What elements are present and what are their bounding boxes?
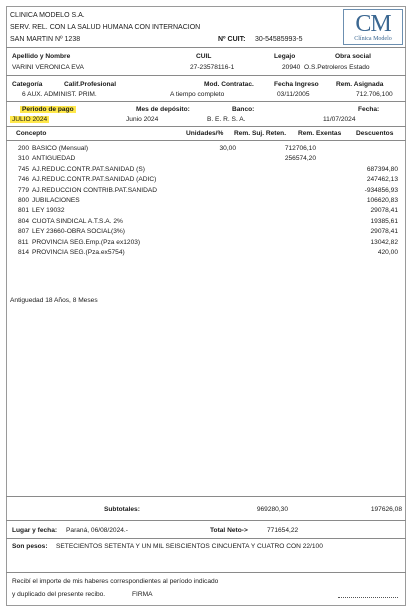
table-row [0, 155, 412, 164]
ingreso-value: 03/11/2005 [277, 91, 310, 98]
company-logo [343, 9, 403, 45]
employee-name: VARINI VERONICA EVA [12, 64, 84, 71]
ingreso-label: Fecha Ingreso [274, 81, 319, 88]
concept-code: 804 [18, 217, 30, 225]
subtotal-rem: 969280,30 [256, 506, 288, 513]
concept-discount: 29078,41 [370, 207, 398, 215]
cuit-value: 30-54585993-5 [255, 36, 303, 43]
divider [6, 140, 406, 141]
concept-code: 200 [18, 145, 30, 152]
cuil-label: CUIL [196, 53, 212, 60]
company-address: SAN MARTIN Nº 1238 [10, 36, 81, 43]
calif-label: Calif.Profesional [64, 81, 117, 88]
legajo-label: Legajo [274, 53, 296, 60]
divider [6, 75, 406, 76]
divider [6, 101, 406, 102]
concept-desc: PROVINCIA SEG.(Pza.ex5754) [32, 249, 125, 256]
logo-subtitle: Clínica Modelo [354, 36, 392, 42]
divider [6, 496, 406, 497]
concept-code: 801 [18, 207, 30, 215]
concept-code: 814 [18, 249, 30, 256]
concept-desc: ANTIGUEDAD [32, 155, 76, 163]
concept-discount: 420,00 [377, 249, 398, 256]
concept-desc: LEY 23660-OBRA SOCIAL(3%) [32, 228, 125, 236]
subtotales-label: Subtotales: [104, 506, 140, 513]
receipt-text-line2: y duplicado del presente recibo. [12, 591, 106, 598]
col-rem-exentas: Rem. Exentas [298, 130, 342, 137]
son-pesos-value: SETECIENTOS SETENTA Y UN MIL SEISCIENTOS CINCUENTA Y CUATRO CON 22/100 [56, 543, 323, 550]
lugar-label: Lugar y fecha: [12, 527, 58, 534]
deposito-value: Junio 2024 [126, 116, 159, 123]
cuit-label: Nº CUIT: [218, 36, 246, 43]
concept-code: 746 [18, 176, 30, 184]
concept-desc: AJ.REDUCCION CONTRIB.PAT.SANIDAD [32, 186, 158, 194]
rem-asignada-label: Rem. Asignada [336, 81, 384, 88]
table-row [0, 176, 412, 185]
receipt-text-line1: Recibí el importe de mis haberes correspondientes al período indicado [12, 578, 219, 585]
lugar-value: Paraná, 06/08/2024.- [66, 527, 128, 534]
table-row [0, 145, 412, 154]
concept-discount: -934856,93 [364, 186, 398, 194]
concept-code: 811 [18, 238, 29, 246]
concept-rem: 712706,10 [284, 145, 316, 152]
concept-desc: JUBILACIONES [32, 197, 80, 204]
divider [6, 47, 406, 48]
table-row [0, 207, 412, 216]
concept-discount: 687394,80 [366, 165, 398, 173]
obra-social-label: Obra social [335, 53, 371, 60]
concept-discount: 106620,83 [366, 197, 398, 204]
mod-value: A tiempo completo [170, 91, 225, 98]
concept-desc: PROVINCIA SEG.Emp.(Pza ex1203) [32, 238, 141, 246]
table-row [0, 218, 412, 227]
signature-line [338, 597, 398, 598]
banco-label: Banco: [232, 106, 255, 113]
concept-code: 779 [18, 186, 30, 194]
divider [6, 538, 406, 539]
concept-units: 30,00 [219, 145, 236, 152]
company-service: SERV. REL. CON LA SALUD HUMANA CON INTERNACION [10, 24, 201, 31]
neto-value: 771654,22 [267, 527, 299, 534]
fecha-label: Fecha: [358, 106, 380, 113]
periodo-value: JULIO 2024 [12, 116, 48, 123]
concept-discount: 29078,41 [370, 228, 398, 236]
periodo-label: Periodo de pago [22, 106, 74, 113]
concept-code: 807 [18, 228, 30, 236]
obra-social-value: O.S.Petroleros Estado [304, 64, 370, 71]
neto-label: Total Neto-> [210, 527, 248, 534]
concept-code: 310 [18, 155, 30, 163]
categoria-label: Categoría [12, 81, 43, 88]
concept-desc: AJ.REDUC.CONTR.PAT.SANIDAD (ADIC) [32, 176, 157, 184]
concept-rem: 256574,20 [284, 155, 316, 163]
concept-desc: BASICO (Mensual) [32, 145, 89, 152]
antiguedad-note: Antiguedad 18 Años, 8 Meses [10, 297, 98, 304]
logo-text: CM [355, 11, 391, 37]
divider [6, 520, 406, 521]
col-rem-suj: Rem. Suj. Reten. [234, 130, 287, 137]
table-row [0, 187, 412, 196]
table-row [0, 166, 412, 175]
son-pesos-label: Son pesos: [12, 543, 48, 550]
col-descuentos: Descuentos [356, 130, 394, 137]
concept-code: 800 [18, 197, 30, 204]
table-row [0, 239, 412, 248]
col-unidades: Unidades/% [186, 130, 224, 137]
table-row [0, 228, 412, 237]
divider [6, 126, 406, 127]
concept-desc: LEY 19032 [32, 207, 65, 215]
table-row [0, 197, 412, 206]
fecha-value: 11/07/2024 [323, 116, 356, 123]
name-label: Apellido y Nombre [12, 53, 71, 60]
concept-discount: 13042,82 [370, 238, 398, 246]
divider [6, 572, 406, 573]
concept-desc: CUOTA SINDICAL A.T.S.A. 2% [32, 217, 123, 225]
deposito-label: Mes de depósito: [136, 106, 190, 113]
company-name: CLINICA MODELO S.A. [10, 12, 85, 19]
cuil-value: 27-23578116-1 [190, 64, 235, 71]
legajo-value: 20940 [282, 64, 301, 71]
categoria-value: 6 AUX. ADMINIST. PRIM. [22, 91, 97, 98]
concept-code: 745 [18, 165, 30, 173]
concept-discount: 247462,13 [366, 176, 398, 184]
table-row [0, 249, 412, 258]
banco-value: B. E. R. S. A. [207, 116, 246, 123]
firma-label: FIRMA [132, 591, 153, 598]
rem-asignada-value: 712.706,100 [356, 91, 393, 98]
concept-desc: AJ.REDUC.CONTR.PAT.SANIDAD (S) [32, 165, 145, 173]
subtotal-descuentos: 197626,08 [370, 506, 402, 513]
col-concepto: Concepto [16, 130, 47, 137]
concept-discount: 19385,61 [370, 217, 398, 225]
mod-label: Mod. Contratac. [204, 81, 254, 88]
